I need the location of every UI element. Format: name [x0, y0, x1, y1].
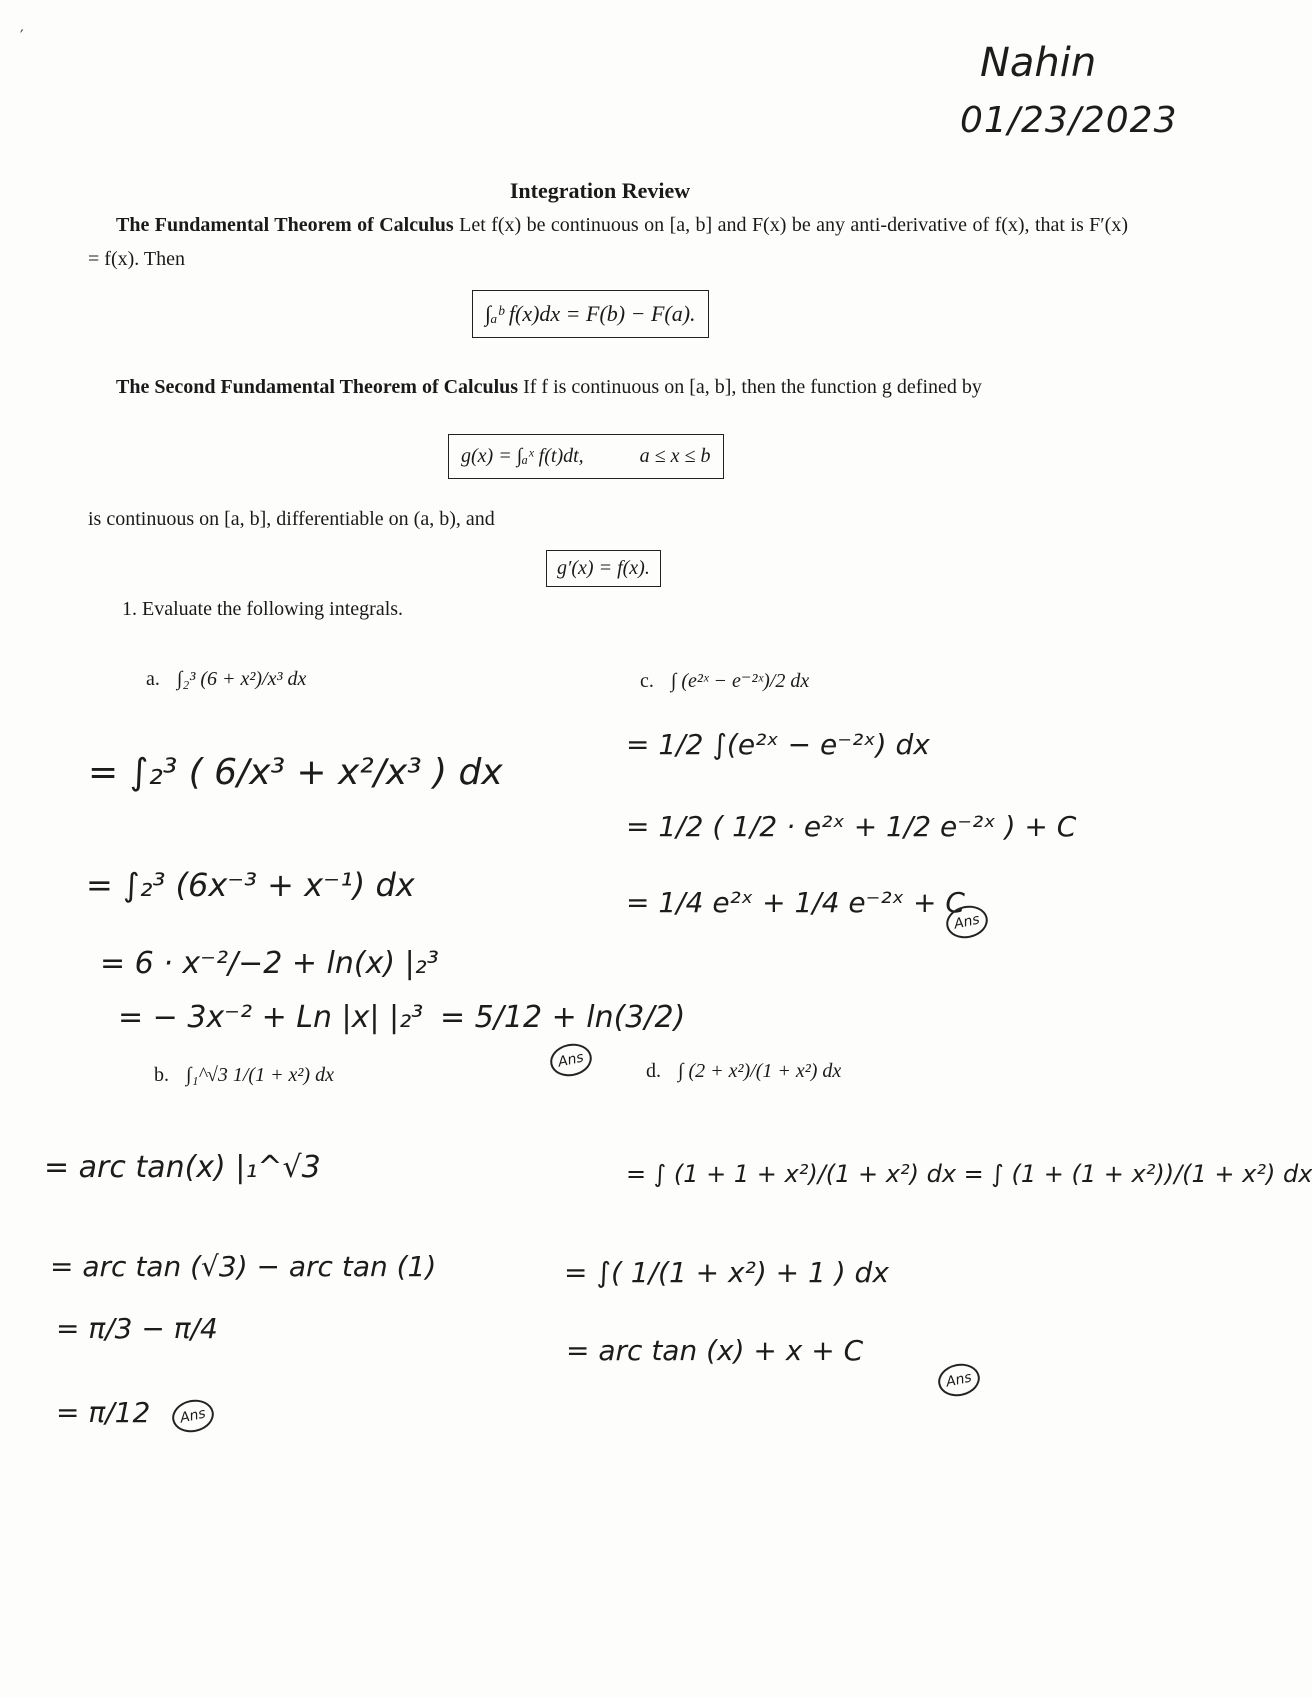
- problem-d-label: d.: [646, 1060, 661, 1082]
- problem-a: [146, 668, 306, 691]
- sftc-text: If f is continuous on [a, b], then the function g defined by: [523, 376, 982, 398]
- problem-b-step-2: = arc tan (√3) − arc tan (1): [50, 1250, 437, 1283]
- problem-a-step-5: = 5/12 + ln(3/2): [440, 1000, 686, 1035]
- sftc-heading: The Second Fundamental Theorem of Calculus: [116, 376, 519, 398]
- problem-c-label: c.: [640, 670, 654, 692]
- page-title: Integration Review: [509, 178, 691, 203]
- stray-mark: ′: [20, 26, 24, 45]
- problem-b-label: b.: [154, 1064, 169, 1086]
- problem-c-step-3: = 1/4 e²ˣ + 1/4 e⁻²ˣ + C: [626, 886, 965, 919]
- sftc-condition: a ≤ x ≤ b: [639, 445, 711, 467]
- problem-b-integral: ∫₁^√3 1/(1 + x²) dx: [186, 1064, 334, 1086]
- problem-c-integral: ∫ (e²ˣ − e⁻²ˣ)/2 dx: [670, 670, 810, 692]
- answer-mark-c: Ans: [943, 902, 990, 942]
- answer-mark-d: Ans: [935, 1360, 982, 1400]
- sftc-formula: g(x) = ∫ₐˣ f(t)dt,: [461, 445, 584, 467]
- sftc-paragraph: [88, 370, 1128, 404]
- derivative-formula-box: g′(x) = f(x).: [546, 550, 661, 587]
- problem-b: [154, 1064, 334, 1087]
- problem-a-step-1: = ∫₂³ ( 6/x³ + x²/x³ ) dx: [88, 752, 503, 793]
- ftc-paragraph: [88, 208, 1128, 276]
- problem-c-step-1: = 1/2 ∫(e²ˣ − e⁻²ˣ) dx: [626, 728, 930, 761]
- problem-b-step-4: = π/12: [56, 1396, 151, 1429]
- problem-d: [646, 1060, 841, 1083]
- answer-mark-a: Ans: [547, 1040, 594, 1080]
- student-name: Nahin: [980, 40, 1097, 86]
- problem-d-step-3: = arc tan (x) + x + C: [566, 1334, 864, 1367]
- problem-d-step-1: = ∫ (1 + 1 + x²)/(1 + x²) dx = ∫ (1 + (1 + x²))/(1 + x²) dx: [626, 1160, 1312, 1188]
- answer-mark-b: Ans: [169, 1396, 216, 1436]
- sftc-formula-box: [448, 434, 724, 479]
- problem-a-label: a.: [146, 668, 160, 690]
- ftc-heading: The Fundamental Theorem of Calculus: [116, 214, 454, 236]
- problem-a-step-4: = − 3x⁻² + Ln |x| |₂³: [118, 1000, 424, 1035]
- problem-c: [640, 668, 809, 693]
- ftc-text: Let f(x) be continuous on [a, b] and F(x) be any anti-derivative of f(x), that is F′(x) = f(x). Then: [88, 214, 1128, 270]
- problem-a-step-2: = ∫₂³ (6x⁻³ + x⁻¹) dx: [86, 866, 415, 904]
- problem-d-integral: ∫ (2 + x²)/(1 + x²) dx: [678, 1060, 842, 1082]
- date: 01/23/2023: [960, 100, 1178, 141]
- problem-b-step-3: = π/3 − π/4: [56, 1312, 218, 1345]
- problem-prompt: 1. Evaluate the following integrals.: [122, 598, 404, 620]
- problem-d-step-2: = ∫( 1/(1 + x²) + 1 ) dx: [564, 1256, 889, 1289]
- problem-b-step-1: = arc tan(x) |₁^√3: [44, 1150, 321, 1185]
- ftc-formula-box: ∫ₐᵇ f(x)dx = F(b) − F(a).: [472, 290, 709, 338]
- continuity-text: is continuous on [a, b], differentiable on (a, b), and: [88, 508, 495, 530]
- problem-a-integral: ∫₂³ (6 + x²)/x³ dx: [176, 668, 307, 690]
- problem-c-step-2: = 1/2 ( 1/2 · e²ˣ + 1/2 e⁻²ˣ ) + C: [626, 810, 1077, 843]
- problem-a-step-3: = 6 · x⁻²/−2 + ln(x) |₂³: [100, 946, 439, 981]
